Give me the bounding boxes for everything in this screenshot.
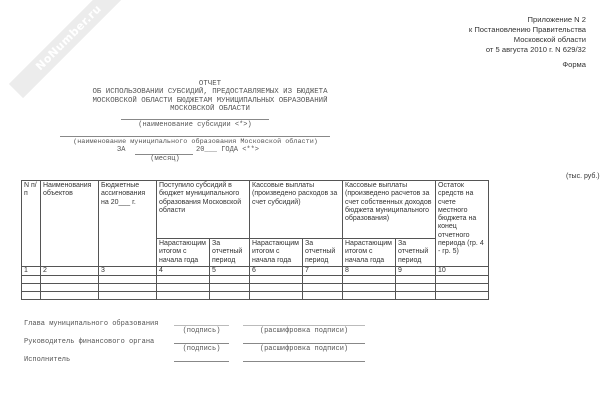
- table-cell[interactable]: [250, 276, 303, 284]
- month-caption: (месяц): [150, 155, 180, 163]
- table-cell[interactable]: [396, 292, 436, 300]
- signature-field-finance[interactable]: [174, 343, 229, 344]
- period-year: 20___ ГОДА <**>: [196, 146, 260, 154]
- appendix-line: Московской области: [513, 35, 586, 44]
- signature-decode-caption: (расшифровка подписи): [259, 327, 349, 335]
- signature-caption: (подпись): [182, 327, 221, 335]
- column-number: 4: [157, 266, 210, 275]
- appendix-line: от 5 августа 2010 г. N 629/32: [485, 45, 586, 54]
- table-cell[interactable]: [343, 292, 396, 300]
- municipality-caption: (наименование муниципального образования Московской области): [73, 138, 318, 146]
- header-budget: Бюджетные ассигнования на 20___ г.: [99, 181, 157, 267]
- table-cell[interactable]: [157, 292, 210, 300]
- column-number: 3: [99, 266, 157, 275]
- table-cell[interactable]: [436, 292, 489, 300]
- watermark: NoNumber.ru: [9, 0, 129, 98]
- subheader-cumulative: Нарастающим итогом с начала года: [250, 239, 303, 267]
- header-num: N п/п: [22, 181, 41, 267]
- report-table: [21, 180, 489, 300]
- table-row: [22, 292, 489, 300]
- table-cell[interactable]: [303, 276, 343, 284]
- subheader-cumulative: Нарастающим итогом с начала года: [343, 239, 396, 267]
- table-cell[interactable]: [157, 284, 210, 292]
- table-cell[interactable]: [396, 276, 436, 284]
- title-line: ОБ ИСПОЛЬЗОВАНИИ СУБСИДИЙ, ПРЕДОСТАВЛЯЕМЫХ ИЗ БЮДЖЕТА: [92, 88, 328, 97]
- signature-decode-field-head[interactable]: [243, 325, 365, 326]
- title-line: ОТЧЕТ: [198, 80, 222, 88]
- subheader-period: За отчетный период: [210, 239, 250, 267]
- column-number: 5: [210, 266, 250, 275]
- subheader-period: За отчетный период: [396, 239, 436, 267]
- table-cell[interactable]: [250, 292, 303, 300]
- table-cell[interactable]: [210, 276, 250, 284]
- table-cell[interactable]: [343, 276, 396, 284]
- column-number: 1: [22, 266, 41, 275]
- table-row: [22, 276, 489, 284]
- form-label: Форма: [562, 60, 586, 69]
- municipality-name-field[interactable]: [60, 136, 330, 137]
- header-payments-own: Кассовые выплаты (произведено расчетов за счет собственных доходов бюджета муниципального образования): [343, 181, 436, 239]
- table-cell[interactable]: [343, 284, 396, 292]
- signature-label-executor: Исполнитель: [24, 356, 71, 364]
- table-cell[interactable]: [157, 276, 210, 284]
- column-number-row: [22, 266, 489, 275]
- table-cell[interactable]: [99, 292, 157, 300]
- header-objects: Наименования объектов: [41, 181, 99, 267]
- units-label: (тыс. руб.): [566, 173, 600, 180]
- signature-label-head: Глава муниципального образования: [24, 320, 159, 328]
- subheader-cumulative: Нарастающим итогом с начала года: [157, 239, 210, 267]
- table-cell[interactable]: [22, 292, 41, 300]
- header-balance: Остаток средств на счете местного бюджета на конец отчетного периода (гр. 4 - гр. 5): [436, 181, 489, 267]
- signature-field-head[interactable]: [174, 325, 229, 326]
- signature-decode-field-finance[interactable]: [243, 343, 365, 344]
- signature-caption: (подпись): [182, 345, 221, 353]
- column-number: 6: [250, 266, 303, 275]
- table-cell[interactable]: [303, 292, 343, 300]
- report-title: [60, 80, 360, 114]
- table-cell[interactable]: [210, 284, 250, 292]
- table-cell[interactable]: [22, 276, 41, 284]
- table-cell[interactable]: [436, 276, 489, 284]
- table-cell[interactable]: [41, 292, 99, 300]
- header-row: [22, 181, 489, 239]
- signature-label-finance: Руководитель финансового органа: [24, 338, 155, 346]
- column-number: 2: [41, 266, 99, 275]
- subsidy-caption: (наименование субсидии <*>): [138, 121, 252, 129]
- signature-decode-caption: (расшифровка подписи): [259, 345, 349, 353]
- table-cell[interactable]: [303, 284, 343, 292]
- period-prefix: ЗА: [117, 146, 126, 154]
- title-line: МОСКОВСКОЙ ОБЛАСТИ: [170, 105, 250, 114]
- table-cell[interactable]: [99, 284, 157, 292]
- appendix-header: [469, 15, 586, 55]
- table-cell[interactable]: [99, 276, 157, 284]
- column-number: 7: [303, 266, 343, 275]
- table-cell[interactable]: [396, 284, 436, 292]
- subheader-period: За отчетный период: [303, 239, 343, 267]
- header-received: Поступило субсидий в бюджет муниципального образования Московской области: [157, 181, 250, 239]
- table-cell[interactable]: [41, 276, 99, 284]
- column-number: 8: [343, 266, 396, 275]
- table-cell[interactable]: [250, 284, 303, 292]
- title-line: МОСКОВСКОЙ ОБЛАСТИ БЮДЖЕТАМ МУНИЦИПАЛЬНЫХ ОБРАЗОВАНИЙ: [92, 96, 328, 105]
- table-cell[interactable]: [41, 284, 99, 292]
- header-payments-subsidy: Кассовые выплаты (произведено расходов за счет субсидий): [250, 181, 343, 239]
- appendix-line: Приложение N 2: [527, 15, 586, 24]
- table-cell[interactable]: [22, 284, 41, 292]
- signature-field-executor[interactable]: [174, 361, 229, 362]
- appendix-line: к Постановлению Правительства: [468, 25, 586, 34]
- table-cell[interactable]: [436, 284, 489, 292]
- table-cell[interactable]: [210, 292, 250, 300]
- column-number: 10: [436, 266, 489, 275]
- subsidy-name-field[interactable]: [121, 119, 269, 120]
- signature-decode-field-executor[interactable]: [243, 361, 365, 362]
- table-row: [22, 284, 489, 292]
- column-number: 9: [396, 266, 436, 275]
